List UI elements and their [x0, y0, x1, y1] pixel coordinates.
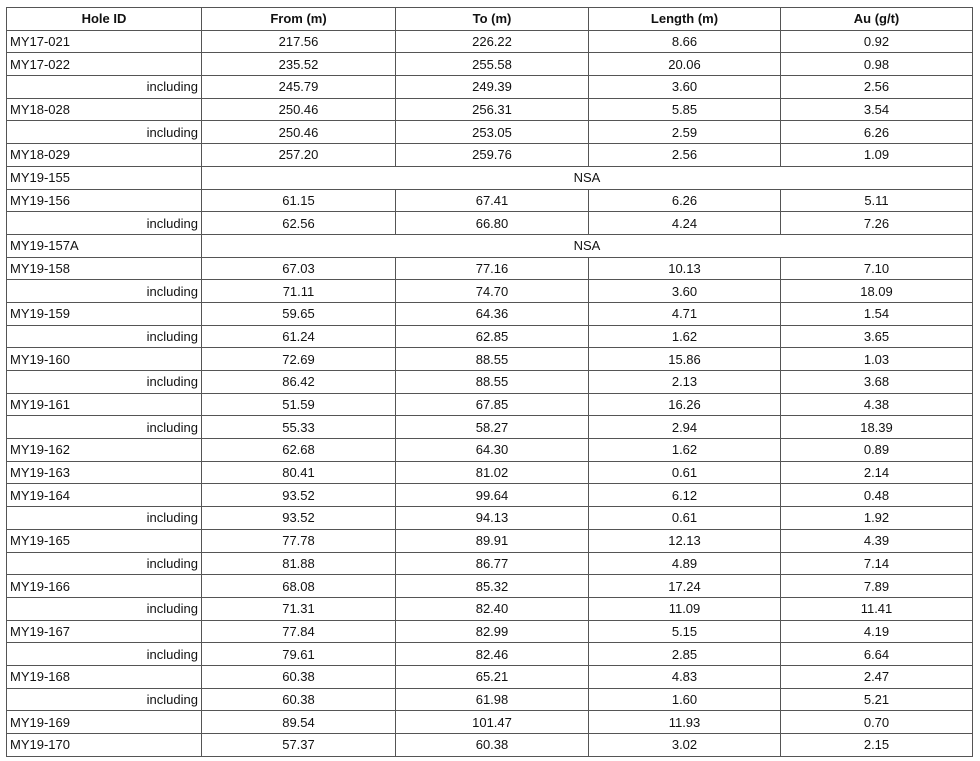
to-cell: 67.41: [396, 189, 589, 212]
au-cell: 5.21: [781, 688, 973, 711]
au-cell: 3.54: [781, 98, 973, 121]
length-cell: 0.61: [589, 507, 781, 530]
hole-id-cell: MY19-170: [7, 734, 202, 757]
table-row: [7, 144, 973, 167]
au-cell: 0.98: [781, 53, 973, 76]
header-length: Length (m): [589, 8, 781, 31]
table-row: [7, 53, 973, 76]
from-cell: 71.11: [202, 280, 396, 303]
length-cell: 1.62: [589, 439, 781, 462]
table-row: [7, 348, 973, 371]
length-cell: 15.86: [589, 348, 781, 371]
to-cell: 66.80: [396, 212, 589, 235]
length-cell: 3.02: [589, 734, 781, 757]
table-row: [7, 529, 973, 552]
hole-id-cell: MY19-158: [7, 257, 202, 280]
from-cell: 250.46: [202, 121, 396, 144]
to-cell: 58.27: [396, 416, 589, 439]
au-cell: 4.38: [781, 393, 973, 416]
au-cell: 1.54: [781, 302, 973, 325]
table-row-including: [7, 597, 973, 620]
hole-id-cell: MY19-165: [7, 529, 202, 552]
table-row: [7, 98, 973, 121]
to-cell: 62.85: [396, 325, 589, 348]
length-cell: 5.15: [589, 620, 781, 643]
au-cell: 3.68: [781, 371, 973, 394]
length-cell: 11.09: [589, 597, 781, 620]
from-cell: 57.37: [202, 734, 396, 757]
from-cell: 77.78: [202, 529, 396, 552]
table-body: [7, 30, 973, 756]
table-row-including: [7, 416, 973, 439]
table-row-including: [7, 76, 973, 99]
to-cell: 88.55: [396, 371, 589, 394]
to-cell: 94.13: [396, 507, 589, 530]
from-cell: 217.56: [202, 30, 396, 53]
to-cell: 256.31: [396, 98, 589, 121]
including-label: including: [7, 416, 202, 439]
from-cell: 62.56: [202, 212, 396, 235]
length-cell: 0.61: [589, 461, 781, 484]
from-cell: 72.69: [202, 348, 396, 371]
hole-id-cell: MY19-156: [7, 189, 202, 212]
au-cell: 5.11: [781, 189, 973, 212]
au-cell: 7.26: [781, 212, 973, 235]
to-cell: 101.47: [396, 711, 589, 734]
header-au: Au (g/t): [781, 8, 973, 31]
table-row: [7, 166, 973, 189]
from-cell: 77.84: [202, 620, 396, 643]
au-cell: 2.47: [781, 665, 973, 688]
to-cell: 253.05: [396, 121, 589, 144]
nsa-cell: NSA: [202, 234, 973, 257]
table-row: [7, 30, 973, 53]
au-cell: 2.15: [781, 734, 973, 757]
length-cell: 4.24: [589, 212, 781, 235]
length-cell: 1.62: [589, 325, 781, 348]
au-cell: 6.64: [781, 643, 973, 666]
length-cell: 2.59: [589, 121, 781, 144]
au-cell: 0.89: [781, 439, 973, 462]
length-cell: 10.13: [589, 257, 781, 280]
to-cell: 88.55: [396, 348, 589, 371]
length-cell: 2.85: [589, 643, 781, 666]
table-row: [7, 439, 973, 462]
length-cell: 3.60: [589, 76, 781, 99]
from-cell: 59.65: [202, 302, 396, 325]
table-row-including: [7, 507, 973, 530]
including-label: including: [7, 688, 202, 711]
including-label: including: [7, 371, 202, 394]
from-cell: 89.54: [202, 711, 396, 734]
au-cell: 18.09: [781, 280, 973, 303]
length-cell: 4.89: [589, 552, 781, 575]
table-row-including: [7, 371, 973, 394]
table-row: [7, 711, 973, 734]
to-cell: 89.91: [396, 529, 589, 552]
table-row-including: [7, 643, 973, 666]
to-cell: 61.98: [396, 688, 589, 711]
from-cell: 79.61: [202, 643, 396, 666]
table-row: [7, 665, 973, 688]
from-cell: 250.46: [202, 98, 396, 121]
to-cell: 99.64: [396, 484, 589, 507]
including-label: including: [7, 212, 202, 235]
from-cell: 51.59: [202, 393, 396, 416]
table-row: [7, 234, 973, 257]
length-cell: 6.12: [589, 484, 781, 507]
from-cell: 61.24: [202, 325, 396, 348]
including-label: including: [7, 597, 202, 620]
from-cell: 55.33: [202, 416, 396, 439]
au-cell: 7.89: [781, 575, 973, 598]
hole-id-cell: MY19-162: [7, 439, 202, 462]
from-cell: 62.68: [202, 439, 396, 462]
table-row-including: [7, 325, 973, 348]
to-cell: 64.36: [396, 302, 589, 325]
hole-id-cell: MY19-163: [7, 461, 202, 484]
length-cell: 17.24: [589, 575, 781, 598]
table-row: [7, 575, 973, 598]
including-label: including: [7, 325, 202, 348]
table-row: [7, 734, 973, 757]
length-cell: 11.93: [589, 711, 781, 734]
header-from: From (m): [202, 8, 396, 31]
nsa-cell: NSA: [202, 166, 973, 189]
length-cell: 4.71: [589, 302, 781, 325]
au-cell: 6.26: [781, 121, 973, 144]
hole-id-cell: MY19-166: [7, 575, 202, 598]
au-cell: 3.65: [781, 325, 973, 348]
from-cell: 68.08: [202, 575, 396, 598]
au-cell: 0.70: [781, 711, 973, 734]
table-header-row: [7, 8, 973, 31]
to-cell: 77.16: [396, 257, 589, 280]
from-cell: 60.38: [202, 665, 396, 688]
to-cell: 64.30: [396, 439, 589, 462]
au-cell: 0.92: [781, 30, 973, 53]
from-cell: 86.42: [202, 371, 396, 394]
to-cell: 65.21: [396, 665, 589, 688]
hole-id-cell: MY18-028: [7, 98, 202, 121]
au-cell: 0.48: [781, 484, 973, 507]
au-cell: 18.39: [781, 416, 973, 439]
to-cell: 226.22: [396, 30, 589, 53]
table-row-including: [7, 552, 973, 575]
including-label: including: [7, 280, 202, 303]
from-cell: 80.41: [202, 461, 396, 484]
hole-id-cell: MY19-167: [7, 620, 202, 643]
hole-id-cell: MY18-029: [7, 144, 202, 167]
table-row: [7, 393, 973, 416]
from-cell: 93.52: [202, 507, 396, 530]
au-cell: 11.41: [781, 597, 973, 620]
length-cell: 2.56: [589, 144, 781, 167]
length-cell: 20.06: [589, 53, 781, 76]
to-cell: 74.70: [396, 280, 589, 303]
length-cell: 1.60: [589, 688, 781, 711]
to-cell: 85.32: [396, 575, 589, 598]
au-cell: 4.19: [781, 620, 973, 643]
au-cell: 7.10: [781, 257, 973, 280]
to-cell: 67.85: [396, 393, 589, 416]
including-label: including: [7, 643, 202, 666]
including-label: including: [7, 76, 202, 99]
from-cell: 257.20: [202, 144, 396, 167]
hole-id-cell: MY19-161: [7, 393, 202, 416]
drill-results-table: [6, 7, 973, 757]
au-cell: 7.14: [781, 552, 973, 575]
length-cell: 2.94: [589, 416, 781, 439]
table-row-including: [7, 280, 973, 303]
au-cell: 4.39: [781, 529, 973, 552]
length-cell: 8.66: [589, 30, 781, 53]
length-cell: 5.85: [589, 98, 781, 121]
to-cell: 82.99: [396, 620, 589, 643]
length-cell: 3.60: [589, 280, 781, 303]
including-label: including: [7, 552, 202, 575]
from-cell: 245.79: [202, 76, 396, 99]
from-cell: 61.15: [202, 189, 396, 212]
table-row-including: [7, 212, 973, 235]
table-row: [7, 189, 973, 212]
length-cell: 4.83: [589, 665, 781, 688]
table-row: [7, 620, 973, 643]
au-cell: 2.14: [781, 461, 973, 484]
to-cell: 82.40: [396, 597, 589, 620]
length-cell: 2.13: [589, 371, 781, 394]
hole-id-cell: MY17-022: [7, 53, 202, 76]
header-to: To (m): [396, 8, 589, 31]
from-cell: 60.38: [202, 688, 396, 711]
au-cell: 1.92: [781, 507, 973, 530]
including-label: including: [7, 121, 202, 144]
table-row: [7, 302, 973, 325]
to-cell: 249.39: [396, 76, 589, 99]
hole-id-cell: MY19-160: [7, 348, 202, 371]
to-cell: 81.02: [396, 461, 589, 484]
to-cell: 255.58: [396, 53, 589, 76]
hole-id-cell: MY19-159: [7, 302, 202, 325]
table-row: [7, 461, 973, 484]
from-cell: 81.88: [202, 552, 396, 575]
table-row: [7, 257, 973, 280]
au-cell: 1.03: [781, 348, 973, 371]
length-cell: 6.26: [589, 189, 781, 212]
from-cell: 71.31: [202, 597, 396, 620]
from-cell: 235.52: [202, 53, 396, 76]
hole-id-cell: MY19-164: [7, 484, 202, 507]
to-cell: 82.46: [396, 643, 589, 666]
length-cell: 12.13: [589, 529, 781, 552]
table-row: [7, 484, 973, 507]
including-label: including: [7, 507, 202, 530]
from-cell: 67.03: [202, 257, 396, 280]
au-cell: 1.09: [781, 144, 973, 167]
hole-id-cell: MY17-021: [7, 30, 202, 53]
to-cell: 60.38: [396, 734, 589, 757]
table-row-including: [7, 121, 973, 144]
length-cell: 16.26: [589, 393, 781, 416]
hole-id-cell: MY19-169: [7, 711, 202, 734]
hole-id-cell: MY19-157A: [7, 234, 202, 257]
table-row-including: [7, 688, 973, 711]
to-cell: 86.77: [396, 552, 589, 575]
hole-id-cell: MY19-155: [7, 166, 202, 189]
hole-id-cell: MY19-168: [7, 665, 202, 688]
to-cell: 259.76: [396, 144, 589, 167]
au-cell: 2.56: [781, 76, 973, 99]
header-hole-id: Hole ID: [7, 8, 202, 31]
from-cell: 93.52: [202, 484, 396, 507]
